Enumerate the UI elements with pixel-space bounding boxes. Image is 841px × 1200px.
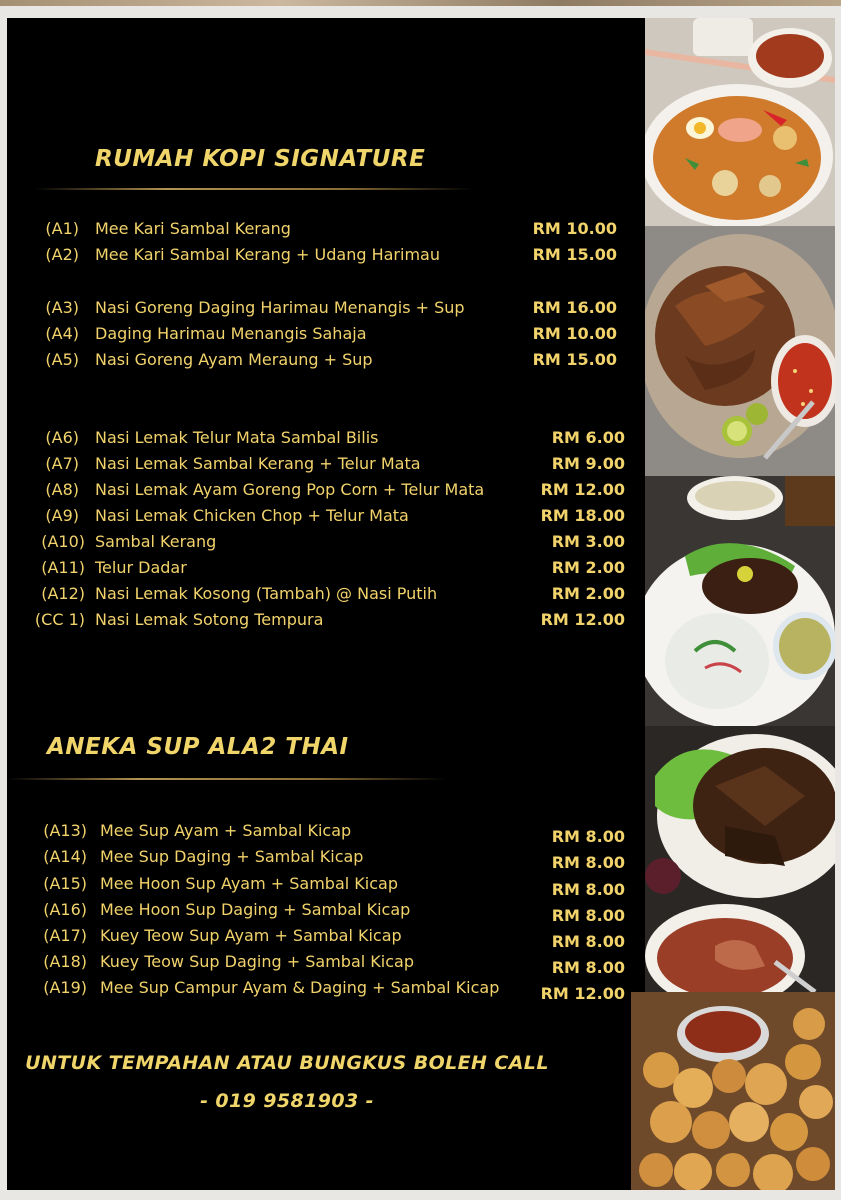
nasi-lemak-image — [645, 476, 835, 726]
item-name: Mee Kari Sambal Kerang — [95, 219, 291, 238]
item-name: Mee Sup Daging + Sambal Kicap — [100, 847, 364, 866]
item-price: RM 18.00 — [540, 506, 625, 525]
item-code: (A11) — [41, 558, 85, 577]
order-call-text: UNTUK TEMPAHAN ATAU BUNGKUS BOLEH CALL — [25, 1052, 549, 1074]
top-photo-strip — [0, 0, 841, 6]
item-code: (A3) — [45, 298, 79, 317]
phone-number: - 019 9581903 - — [200, 1090, 374, 1112]
item-code: (A1) — [45, 219, 79, 238]
item-price: RM 8.00 — [551, 932, 625, 951]
item-price: RM 10.00 — [532, 324, 617, 343]
section-divider — [7, 778, 447, 780]
item-price: RM 3.00 — [551, 532, 625, 551]
item-code: (A2) — [45, 245, 79, 264]
item-price: RM 2.00 — [551, 558, 625, 577]
item-code: (A5) — [45, 350, 79, 369]
item-price: RM 2.00 — [551, 584, 625, 603]
item-name: Mee Hoon Sup Daging + Sambal Kicap — [100, 900, 411, 919]
item-price: RM 15.00 — [532, 245, 617, 264]
item-name: Telur Dadar — [95, 558, 187, 577]
daging-harimau-image — [645, 226, 835, 476]
item-code: (A7) — [45, 454, 79, 473]
item-price: RM 8.00 — [551, 906, 625, 925]
item-price: RM 10.00 — [532, 219, 617, 238]
item-name: Daging Harimau Menangis Sahaja — [95, 324, 367, 343]
item-name: Mee Hoon Sup Ayam + Sambal Kicap — [100, 874, 398, 893]
mee-kari-image — [645, 18, 835, 226]
section-title-rumah-kopi: RUMAH KOPI SIGNATURE — [95, 146, 426, 172]
item-name: Nasi Goreng Ayam Meraung + Sup — [95, 350, 373, 369]
item-code: (A13) — [43, 821, 87, 840]
item-name: Kuey Teow Sup Ayam + Sambal Kicap — [100, 926, 402, 945]
item-name: Nasi Goreng Daging Harimau Menangis + Sup — [95, 298, 465, 317]
item-code: (A12) — [41, 584, 85, 603]
item-name: Mee Sup Campur Ayam & Daging + Sambal Kicap — [100, 978, 500, 997]
item-code: (CC 1) — [34, 610, 85, 629]
item-price: RM 8.00 — [551, 880, 625, 899]
section-divider — [35, 188, 473, 190]
item-code: (A4) — [45, 324, 79, 343]
item-price: RM 8.00 — [551, 958, 625, 977]
item-name: Nasi Lemak Sambal Kerang + Telur Mata — [95, 454, 421, 473]
item-name: Nasi Lemak Telur Mata Sambal Bilis — [95, 428, 379, 447]
item-price: RM 16.00 — [532, 298, 617, 317]
menu-page — [7, 18, 835, 1190]
item-name: Nasi Lemak Sotong Tempura — [95, 610, 324, 629]
item-name: Nasi Lemak Chicken Chop + Telur Mata — [95, 506, 409, 525]
ayam-popcorn-photo — [631, 992, 835, 1190]
daging-harimau-photo — [645, 226, 835, 476]
item-price: RM 12.00 — [540, 610, 625, 629]
item-price: RM 12.00 — [540, 984, 625, 1003]
menu-text-column — [7, 18, 645, 1190]
item-code: (A8) — [45, 480, 79, 499]
sup-daging-image — [645, 726, 835, 992]
item-code: (A15) — [43, 874, 87, 893]
food-photo-column — [645, 18, 835, 1190]
item-code: (A17) — [43, 926, 87, 945]
item-code: (A9) — [45, 506, 79, 525]
item-name: Kuey Teow Sup Daging + Sambal Kicap — [100, 952, 414, 971]
item-code: (A14) — [43, 847, 87, 866]
item-price: RM 9.00 — [551, 454, 625, 473]
mee-kari-photo — [645, 18, 835, 226]
item-price: RM 12.00 — [540, 480, 625, 499]
item-code: (A10) — [41, 532, 85, 551]
item-name: Nasi Lemak Kosong (Tambah) @ Nasi Putih — [95, 584, 438, 603]
item-code: (A18) — [43, 952, 87, 971]
item-price: RM 15.00 — [532, 350, 617, 369]
item-code: (A19) — [43, 978, 87, 997]
item-name: Mee Kari Sambal Kerang + Udang Harimau — [95, 245, 440, 264]
sup-daging-photo — [645, 726, 835, 992]
ayam-popcorn-image — [631, 992, 835, 1190]
item-code: (A16) — [43, 900, 87, 919]
item-price: RM 8.00 — [551, 853, 625, 872]
item-name: Sambal Kerang — [95, 532, 217, 551]
nasi-lemak-photo — [645, 476, 835, 726]
item-price: RM 8.00 — [551, 827, 625, 846]
item-name: Mee Sup Ayam + Sambal Kicap — [100, 821, 352, 840]
item-price: RM 6.00 — [551, 428, 625, 447]
item-name: Nasi Lemak Ayam Goreng Pop Corn + Telur Mata — [95, 480, 485, 499]
item-code: (A6) — [45, 428, 79, 447]
section-title-aneka-sup: ANEKA SUP ALA2 THAI — [47, 734, 349, 760]
